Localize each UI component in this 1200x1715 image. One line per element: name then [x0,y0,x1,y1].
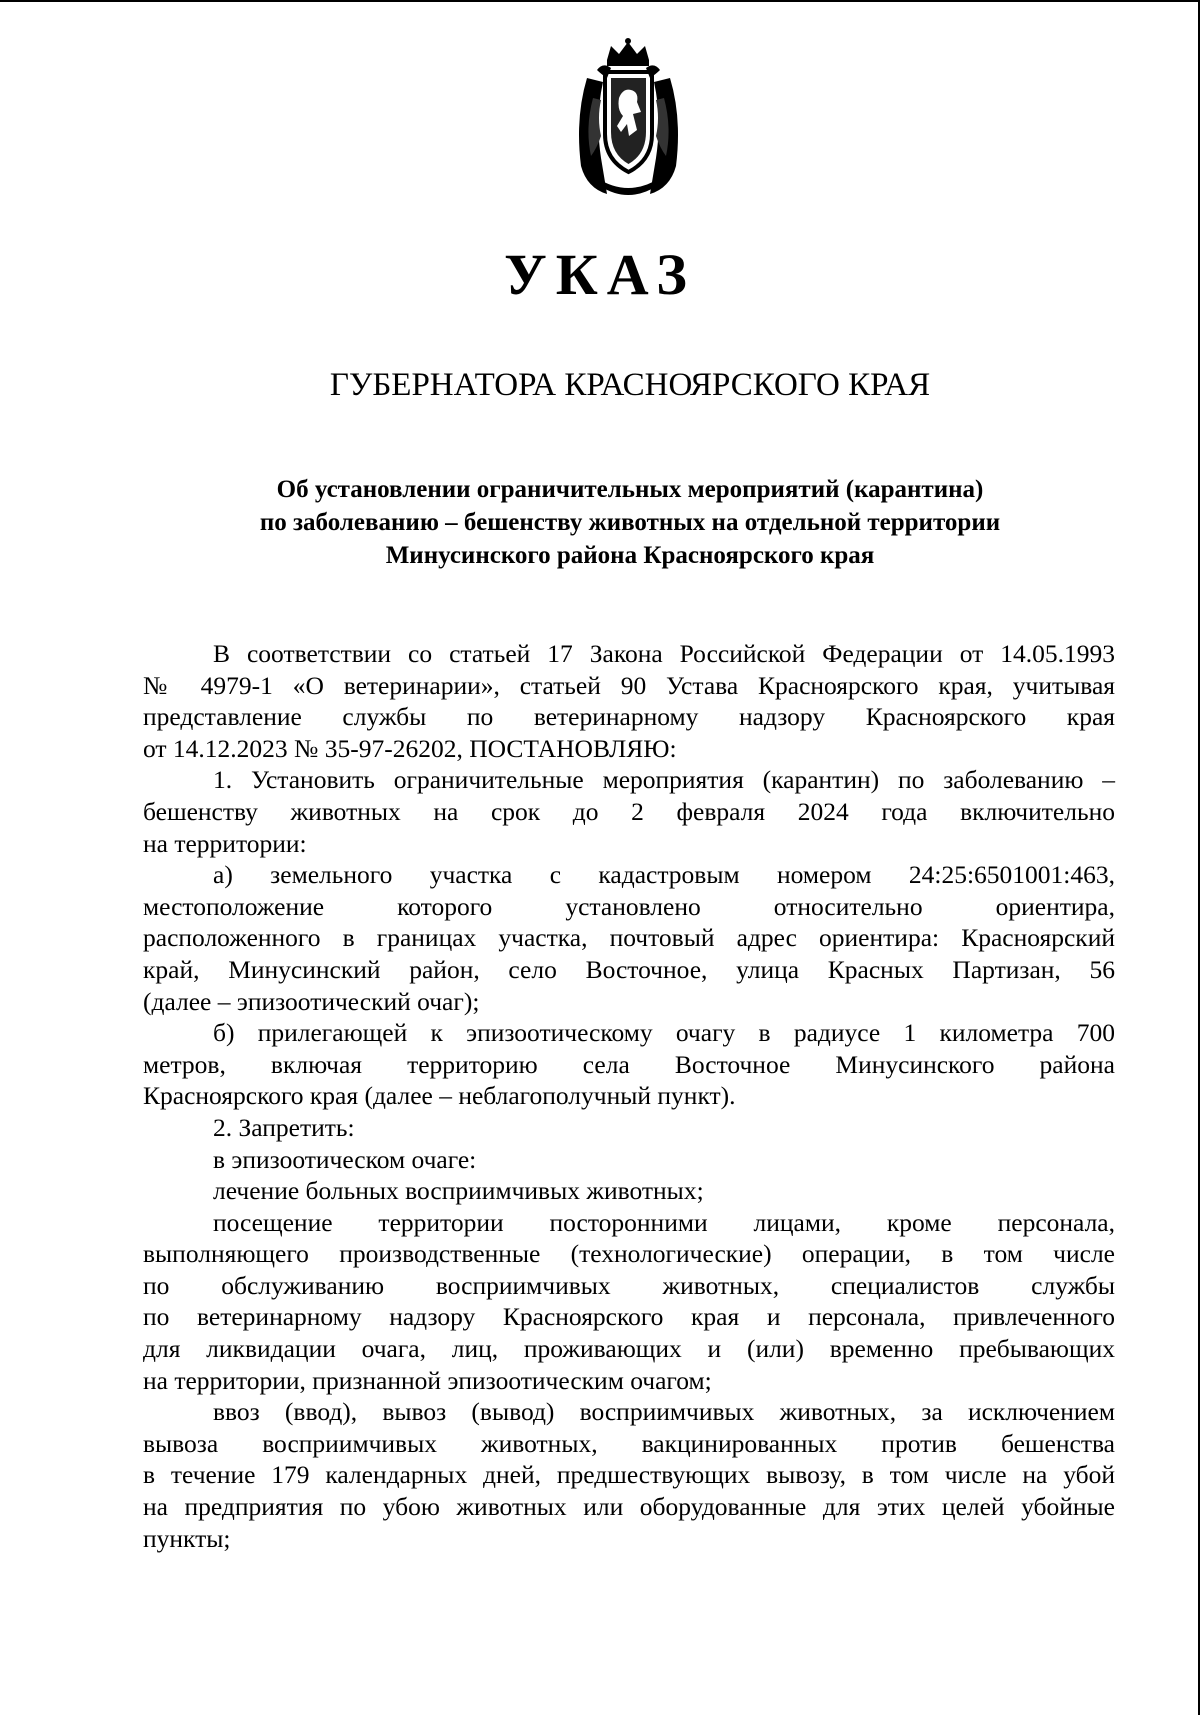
body-line: в течение 179 календарных дней, предшествующих вывозу, в том числе на убой [143,1460,1115,1490]
heading-line: по заболеванию – бешенству животных на отдельной территории [259,509,1001,536]
body-line: (далее – эпизоотический очаг); [143,986,480,1016]
body-line: выполняющего производственные (технологические) операции, в том числе [143,1239,1115,1269]
body-line: б) прилегающей к эпизоотическому очагу в радиусе 1 километра 700 [213,1018,1115,1048]
body-line: представление службы по ветеринарному надзору Красноярского края [143,702,1115,732]
document-issuer: ГУБЕРНАТОРА КРАСНОЯРСКОГО КРАЯ [329,367,931,403]
heading-line: Минусинского района Красноярского края [385,542,875,569]
body-line: пункты; [143,1523,231,1553]
heading-line: Об установлении ограничительных мероприятий (карантина) [276,476,984,503]
scan-edge-top [0,0,1200,2]
body-line: ввоз (ввод), вывоз (вывод) восприимчивых животных, за исключением [213,1397,1115,1427]
body-line: В соответствии со статьей 17 Закона Российской Федерации от 14.05.1993 [213,639,1115,668]
document-heading [140,473,1120,572]
body-line: по ветеринарному надзору Красноярского края и персонала, привлеченного [143,1302,1115,1332]
body-line: посещение территории посторонними лицами, кроме персонала, [213,1207,1115,1237]
document-title: УКАЗ [504,242,696,307]
body-line: метров, включая территорию села Восточное Минусинского района [143,1049,1115,1079]
body-line: в эпизоотическом очаге: [213,1144,477,1174]
body-line: на предприятия по убою животных или оборудованные для этих целей убойные [143,1492,1115,1522]
body-line: край, Минусинский район, село Восточное, улица Красных Партизан, 56 [143,954,1115,984]
body-line: от 14.12.2023 № 35-97-26202, ПОСТАНОВЛЯЮ: [143,733,677,763]
body-line: а) земельного участка с кадастровым номером 24:25:6501001:463, [213,860,1115,890]
body-line: для ликвидации очага, лиц, проживающих и (или) временно пребывающих [143,1334,1115,1364]
document-body [143,638,1115,1554]
body-line: вывоза восприимчивых животных, вакцинированных против бешенства [143,1428,1115,1458]
body-line: бешенству животных на срок до 2 февраля 2024 года включительно [143,796,1115,826]
body-line: № 4979-1 «О ветеринарии», статьей 90 Устава Красноярского края, учитывая [143,670,1115,700]
body-line: лечение больных восприимчивых животных; [213,1176,704,1206]
coat-of-arms-icon [567,38,690,198]
body-line: Красноярского края (далее – неблагополучный пункт). [143,1081,736,1111]
body-line: расположенного в границах участка, почтовый адрес ориентира: Красноярский [143,923,1115,953]
body-line: местоположение которого установлено относительно ориентира, [143,891,1115,921]
body-line: на территории: [143,828,307,858]
body-line: по обслуживанию восприимчивых животных, специалистов службы [143,1270,1115,1300]
body-line: 2. Запретить: [213,1112,355,1142]
body-line: на территории, признанной эпизоотическим очагом; [143,1365,712,1395]
body-line: 1. Установить ограничительные мероприятия (карантин) по заболеванию – [213,765,1115,795]
